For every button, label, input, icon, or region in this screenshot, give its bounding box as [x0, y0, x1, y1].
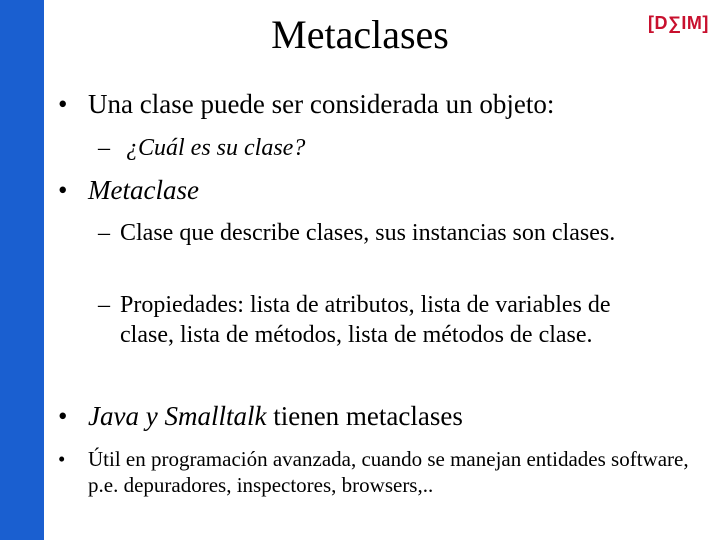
bullet-4-text: Útil en programación avanzada, cuando se manejan entidades software, p.e. depuradores, inspectores, browsers,.. — [88, 447, 689, 497]
slide-title: Metaclases — [271, 12, 449, 57]
bullet-2-text: Metaclase — [88, 175, 199, 205]
bullet-marker: • — [58, 89, 68, 119]
bullet-3-italic-text: Java y Smalltalk — [88, 401, 267, 431]
logo-text: [D∑IM] — [648, 13, 709, 33]
bullet-3-text: tienen metaclases — [266, 401, 463, 431]
bullet-2-sub-2-text: Propiedades: lista de atributos, lista de variables de clase, lista de métodos, lista de métodos de clase. — [120, 292, 611, 348]
bullet-3-line — [88, 400, 698, 432]
bullet-1-text: Una clase puede ser considerada un objeto: — [88, 89, 555, 119]
bullet-marker: • — [58, 175, 68, 205]
sub-bullet-marker: – — [98, 220, 110, 246]
sub-bullet-marker: – — [98, 292, 110, 318]
sub-bullet-marker: – — [98, 135, 110, 161]
left-accent-bar — [0, 0, 44, 540]
bullet-marker: • — [58, 447, 66, 471]
bullet-2-sub-1-text: Clase que describe clases, sus instancias son clases. — [120, 220, 616, 246]
dsim-logo — [648, 10, 709, 36]
bullet-marker: • — [58, 401, 68, 431]
bullet-1-sub-text: ¿Cuál es su clase? — [126, 135, 306, 161]
